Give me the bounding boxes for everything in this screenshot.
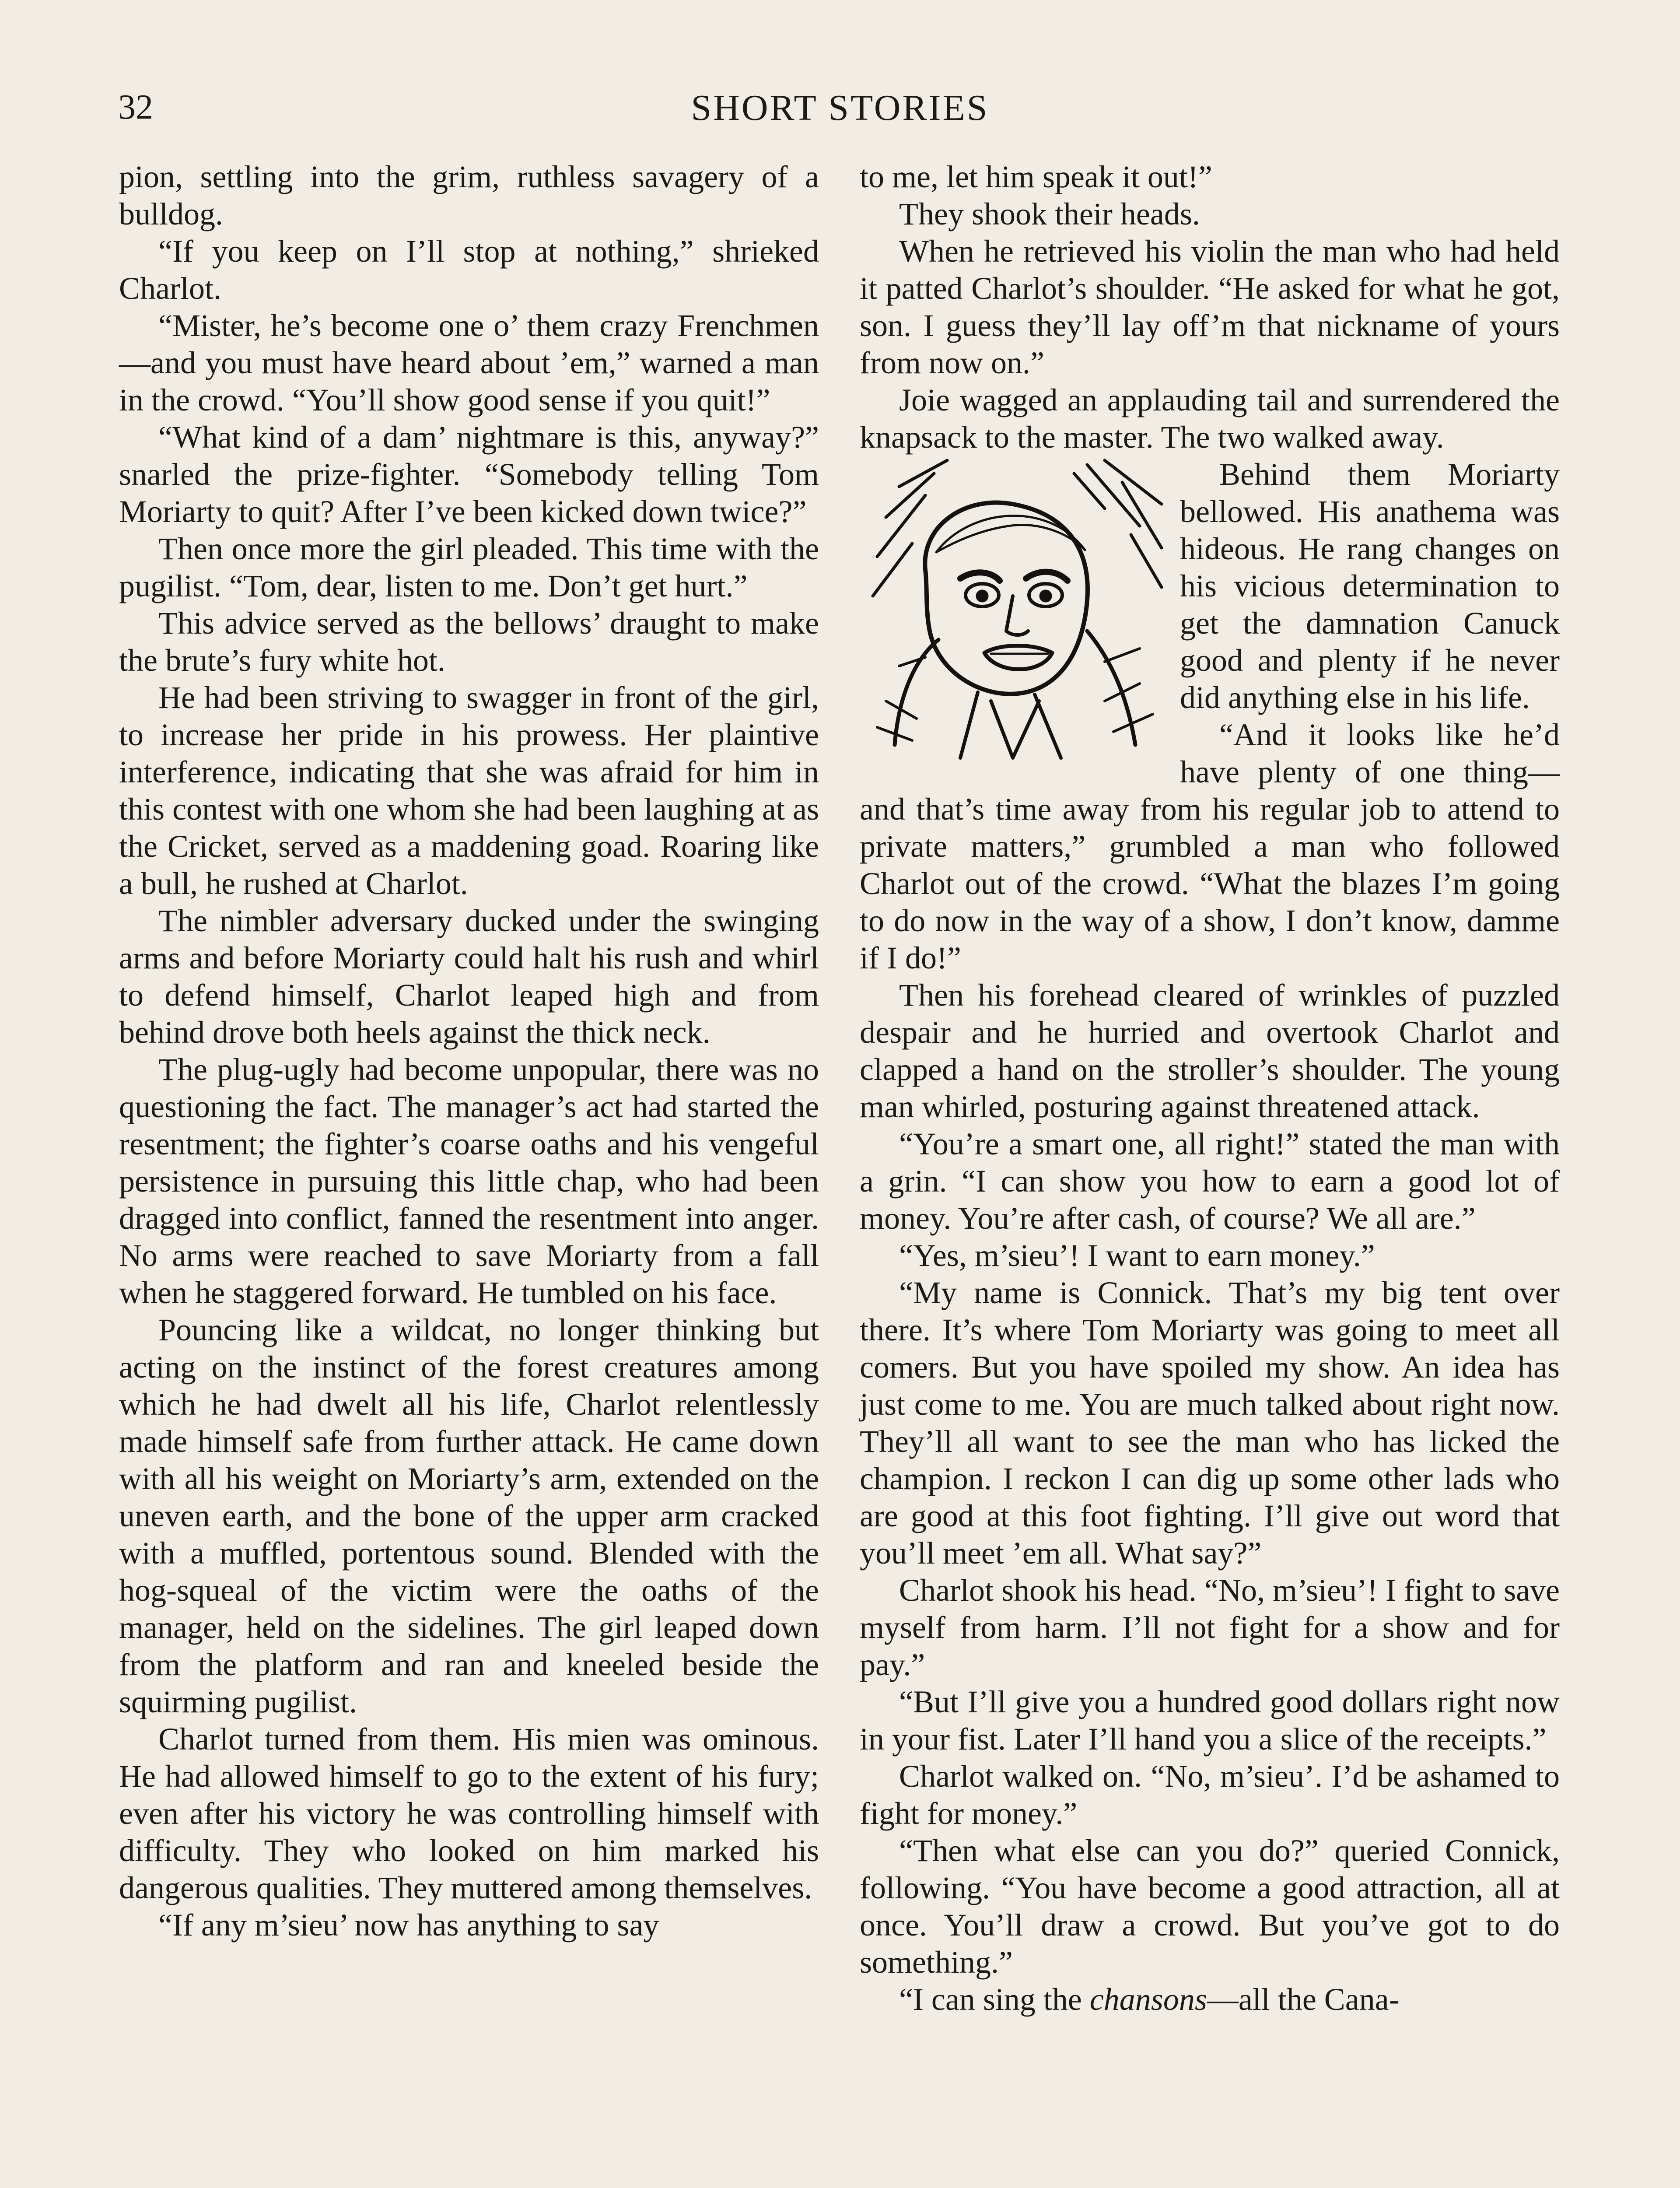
paragraph: “Yes, m’sieu’! I want to earn money.”: [899, 1238, 1375, 1273]
paragraph-last-start: “I can sing the: [899, 1982, 1090, 2017]
paragraph: This advice served as the bellows’ draught to make the brute’s fury white hot.: [119, 606, 819, 678]
man-face-drawing-icon: [860, 456, 1166, 762]
running-head: SHORT STORIES: [691, 88, 989, 128]
paragraph: “If you keep on I’ll stop at nothing,” shrieked Charlot.: [119, 234, 819, 306]
left-column: [119, 158, 819, 1944]
page-number: 32: [118, 88, 153, 126]
paragraph: Charlot walked on. “No, m’sieu’. I’d be ashamed to fight for money.”: [860, 1759, 1560, 1831]
paragraph: Joie wagged an applauding tail and surrendered the knapsack to the master. The two walked away.: [860, 382, 1560, 455]
paragraph-last-tail: —all the Cana-: [1207, 1982, 1400, 2017]
paragraph: The plug-ugly had become unpopular, there was no questioning the fact. The manager’s act had started the resentment; the fighter’s coarse oaths and his vengeful persistence in pursuing this little chap, who had been dragged into conflict, fanned the resentment into anger. No arms were reached to save Moriarty from a fall when he staggered forward. He tumbled on his face.: [119, 1052, 819, 1310]
right-column: [860, 158, 1560, 2018]
paragraph: Then once more the girl pleaded. This time with the pugilist. “Tom, dear, listen to me. Don’t get hurt.”: [119, 531, 819, 603]
paragraph: “Mister, he’s become one o’ them crazy Frenchmen—and you must have heard about ’em,” warned a man in the crowd. “You’ll show good sense if you quit!”: [119, 308, 819, 417]
paragraph: “You’re a smart one, all right!” stated the man with a grin. “I can show you how to earn a good lot of money. You’re after cash, of course? We all are.”: [860, 1126, 1560, 1236]
paragraph: Behind them Moriarty bellowed. His anathema was hideous. He rang changes on his vicious determination to get the damnation Canuck good and plenty if he never did anything else in his life.: [1180, 457, 1560, 715]
paragraph: When he retrieved his violin the man who had held it patted Charlot’s shoulder. “He asked for what he got, son. I guess they’ll lay off’m that nickname of yours from now on.”: [860, 234, 1560, 380]
paragraph: to me, let him speak it out!”: [860, 159, 1212, 194]
paragraph: “But I’ll give you a hundred good dollars right now in your fist. Later I’ll hand you a slice of the receipts.”: [860, 1684, 1560, 1757]
paragraph-last: [860, 1981, 1560, 2018]
paragraph: Then his forehead cleared of wrinkles of puzzled despair and he hurried and overtook Charlot and clapped a hand on the stroller’s shoulder. The young man whirled, posturing against threatened attack.: [860, 978, 1560, 1124]
paragraph: “What kind of a dam’ nightmare is this, anyway?” snarled the prize-fighter. “Somebody telling Tom Moriarty to quit? After I’ve been kicked down twice?”: [119, 420, 819, 529]
paragraph: The nimbler adversary ducked under the swinging arms and before Moriarty could halt his rush and whirl to defend himself, Charlot leaped high and from behind drove both heels against the thick neck.: [119, 903, 819, 1050]
paragraph: “And it looks like he’d have plenty of one thing—and that’s time away from his regular job to attend to private matters,” grumbled a man who followed Charlot out of the crowd. “What the blazes I’m going to do now in the way of a show, I don’t know, damme if I do!”: [860, 717, 1560, 975]
paragraph: pion, settling into the grim, ruthless savagery of a bulldog.: [119, 159, 819, 231]
paragraph: Pouncing like a wildcat, no longer thinking but acting on the instinct of the forest creatures among which he had dwelt all his life, Charlot relentlessly made himself safe from further attack. He came down with all his weight on Moriarty’s arm, extended on the uneven earth, and the bone of the upper arm cracked with a muffled, portentous sound. Blended with the hog-squeal of the victim were the oaths of the manager, held on the sidelines. The girl leaped down from the platform and ran and kneeled beside the squirming pugilist.: [119, 1312, 819, 1719]
paragraph: Charlot turned from them. His mien was ominous. He had allowed himself to go to the extent of his fury; even after his victory he was controlling himself with difficulty. They who looked on him marked his dangerous qualities. They muttered among themselves.: [119, 1722, 819, 1905]
paragraph: They shook their heads.: [899, 196, 1200, 231]
paragraph: He had been striving to swagger in front of the girl, to increase her pride in his prowess. Her plaintive interference, indicating that she was afraid for him in this contest with one whom she had been laughing at as the Cricket, served as a maddening goad. Roaring like a bull, he rushed at Charlot.: [119, 680, 819, 901]
italic-word: chansons: [1089, 1982, 1207, 2017]
paragraph: “Then what else can you do?” queried Connick, following. “You have become a good attraction, all at once. You’ll draw a crowd. But you’ve got to do something.”: [860, 1833, 1560, 1980]
paragraph: “My name is Connick. That’s my big tent over there. It’s where Tom Moriarty was going to meet all comers. But you have spoiled my show. An idea has just come to me. You are much talked about right now. They’ll all want to see the man who has licked the champion. I reckon I can dig up some other lads who are good at this foot fighting. I’ll give out word that you’ll meet ’em all. What say?”: [860, 1275, 1560, 1571]
paragraph: Charlot shook his head. “No, m’sieu’! I fight to save myself from harm. I’ll not fight for a show and for pay.”: [860, 1573, 1560, 1682]
paragraph: “If any m’sieu’ now has anything to say: [158, 1907, 659, 1943]
